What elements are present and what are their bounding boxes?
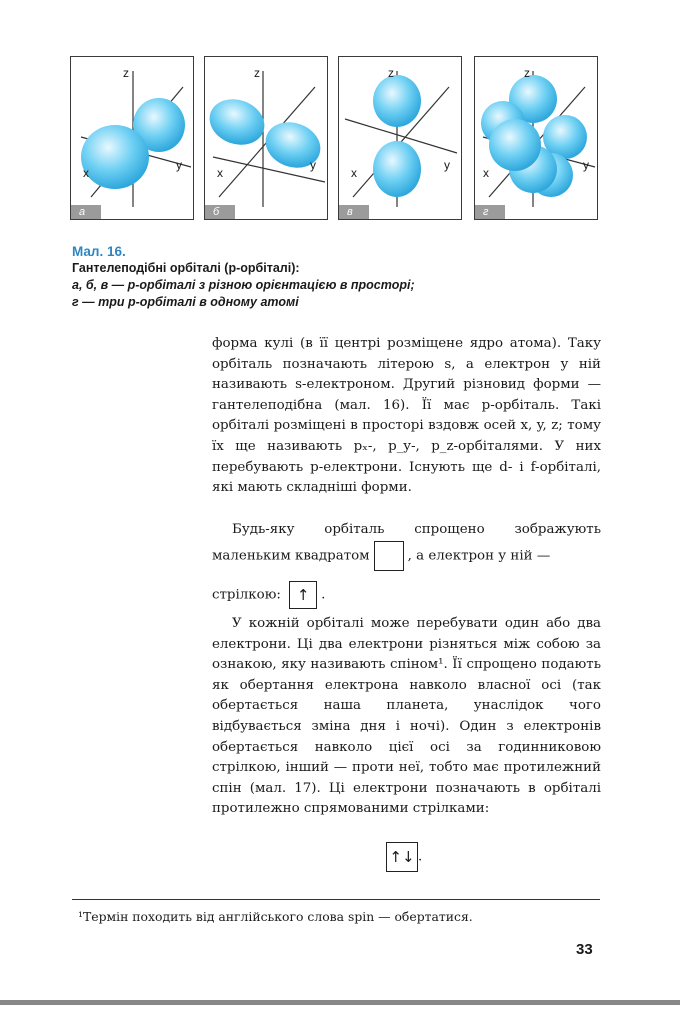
figure-letter: г	[475, 205, 505, 219]
orbital-diagram-d	[475, 57, 598, 220]
paragraph-text: стрілкою:	[212, 587, 281, 603]
page-bottom-border	[0, 1000, 680, 1005]
figure-letter: в	[339, 205, 369, 219]
axis-x-label: x	[217, 166, 223, 180]
orbital-box-paired-row: ↑↓ .	[386, 842, 422, 872]
body-paragraph-2: Будь-яку орбіталь спрощено зображують маленьким квадратом , а електрон у ній — стрілкою: ↑ .	[212, 520, 601, 609]
caption-title: Мал. 16.	[72, 244, 126, 259]
axis-x-label: x	[483, 166, 489, 180]
orbital-diagram-c	[339, 57, 462, 220]
figure-panel-d	[474, 56, 598, 220]
footnote-divider	[72, 899, 600, 900]
paragraph-text: У кожній орбіталі може перебувати один або два електрони. Ці два електрони різняться між собою за ознакою, яку називають спіном¹. Її спрощено подають як обертання електрона навколо власної осі (так обертається наша планета, унаслідок чого відбувається зміна дня і ночі). Один з електронів обертається навколо цієї осі за годинниковою стрілкою, інший — проти неї, тобто має протилежний спін (мал. 17). Ці електрони позначають в орбіталі протилежно спрямованими стрілками:	[212, 616, 601, 817]
paragraph-text: форма кулі (в її центрі розміщене ядро атома). Таку орбіталь позначають літерою s, а електрон у ній називають s-електроном. Другий різновид форми — гантелеподібна (мал. 16). Її має p-орбіталь. Такі орбіталі розміщені в просторі вздовж осей x, y, z; тому їх ще називають pₓ-, p_y-, p_z-орбіталями. У них перебувають p-електрони. Існують ще d- і f-орбіталі, які мають складніші форми.	[212, 336, 601, 496]
axis-z-label: z	[388, 66, 394, 80]
axis-y-label: y	[444, 158, 450, 172]
caption-line-2: а, б, в — p-орбіталі з різною орієнтацією в просторі;	[72, 278, 415, 292]
axis-y-label: y	[583, 158, 589, 172]
orbital-diagram-b	[205, 57, 328, 220]
paragraph-text: Будь-яку орбіталь спрощено зображують маленьким квадратом	[212, 522, 601, 564]
paragraph-text: , а електрон у ній —	[407, 548, 551, 564]
axis-x-label: x	[83, 166, 89, 180]
axis-y-label: y	[176, 158, 182, 172]
figure-letter: б	[205, 205, 235, 219]
orbital-box-two-electrons: ↑↓	[386, 842, 418, 872]
figure-panel-a	[70, 56, 194, 220]
figure-caption	[72, 243, 612, 311]
body-paragraph-3	[212, 614, 601, 820]
footnote: ¹Термін походить від англійського слова spin — обертатися.	[78, 909, 473, 924]
figure-panel-b	[204, 56, 328, 220]
axis-z-label: z	[254, 66, 260, 80]
axis-z-label: z	[123, 66, 129, 80]
figure-letter: а	[71, 205, 101, 219]
page-number: 33	[576, 941, 593, 958]
orbital-diagram-a	[71, 57, 194, 220]
caption-line-3: г — три p-орбіталі в одному атомі	[72, 295, 299, 309]
axis-x-label: x	[351, 166, 357, 180]
figure-panel-c	[338, 56, 462, 220]
empty-orbital-box	[374, 541, 404, 571]
orbital-box-one-electron: ↑	[289, 581, 317, 609]
caption-line-1: Гантелеподібні орбіталі (p-орбіталі):	[72, 261, 300, 275]
axis-y-label: y	[310, 158, 316, 172]
axis-z-label: z	[524, 66, 530, 80]
body-paragraph-1	[212, 334, 601, 499]
